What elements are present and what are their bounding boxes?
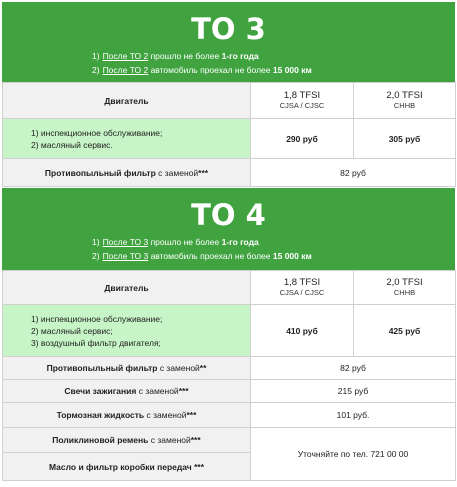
contact-value: Уточняйте по тел. 721 00 00 [251,428,456,481]
to4-link-prev-1[interactable]: После ТО 3 [102,237,149,247]
price-engine-1: 290 руб [251,119,354,159]
to3-table [2,82,456,187]
engine-col-2: 2,0 TFSI CHHB [354,83,456,119]
table-row [3,403,456,428]
to3-link-prev-1[interactable]: После ТО 2 [102,51,149,61]
engine-col-2: 2,0 TFSI CHHB [354,271,456,305]
table-row [3,305,456,357]
table-row [3,159,456,187]
table-row [3,357,456,380]
to3-header [2,2,455,82]
to3-title: ТО 3 [191,12,266,46]
extra-price: 215 руб [251,380,456,403]
table-row [3,380,456,403]
table-row [3,83,456,119]
to4-condition-2: 2) После ТО 3 автомобиль проехал не более 15 000 км [92,251,312,261]
engine-col-1: 1,8 TFSI CJSA / CJSC [251,271,354,305]
table-row [3,271,456,305]
to4-link-prev-2[interactable]: После ТО 3 [102,251,149,261]
extra-label: Противопыльный фильтр с заменой*** [3,159,251,187]
price-engine-1: 410 руб [251,305,354,357]
table-row [3,428,456,453]
service-list: 1) инспекционное обслуживание; 2) масляный сервис; 3) воздушный фильтр двигателя; [3,305,251,357]
to4-condition-1: 1) После ТО 3 прошло не более 1-го года [92,237,259,247]
extra-price: 101 руб. [251,403,456,428]
extra-price: 82 руб [251,357,456,380]
contact-label: Поликлиновой ремень с заменой*** [3,428,251,453]
engine-header: Двигатель [3,271,251,305]
engine-header: Двигатель [3,83,251,119]
contact-label: Масло и фильтр коробки передач *** [3,453,251,481]
price-engine-2: 425 руб [354,305,456,357]
to4-header [2,188,455,270]
to3-condition-1: 1) После ТО 2 прошло не более 1-го года [92,51,259,61]
extra-price: 82 руб [251,159,456,187]
to3-link-prev-2[interactable]: После ТО 2 [102,65,149,75]
price-engine-2: 305 руб [354,119,456,159]
table-row [3,119,456,159]
extra-label: Противопыльный фильтр с заменой** [3,357,251,380]
extra-label: Свечи зажигания с заменой*** [3,380,251,403]
to4-table [2,270,456,481]
extra-label: Тормозная жидкость с заменой*** [3,403,251,428]
engine-col-1: 1,8 TFSI CJSA / CJSC [251,83,354,119]
to3-condition-2: 2) После ТО 2 автомобиль проехал не более 15 000 км [92,65,312,75]
service-list: 1) инспекционное обслуживание; 2) масляный сервис. [3,119,251,159]
to4-title: ТО 4 [191,198,266,232]
